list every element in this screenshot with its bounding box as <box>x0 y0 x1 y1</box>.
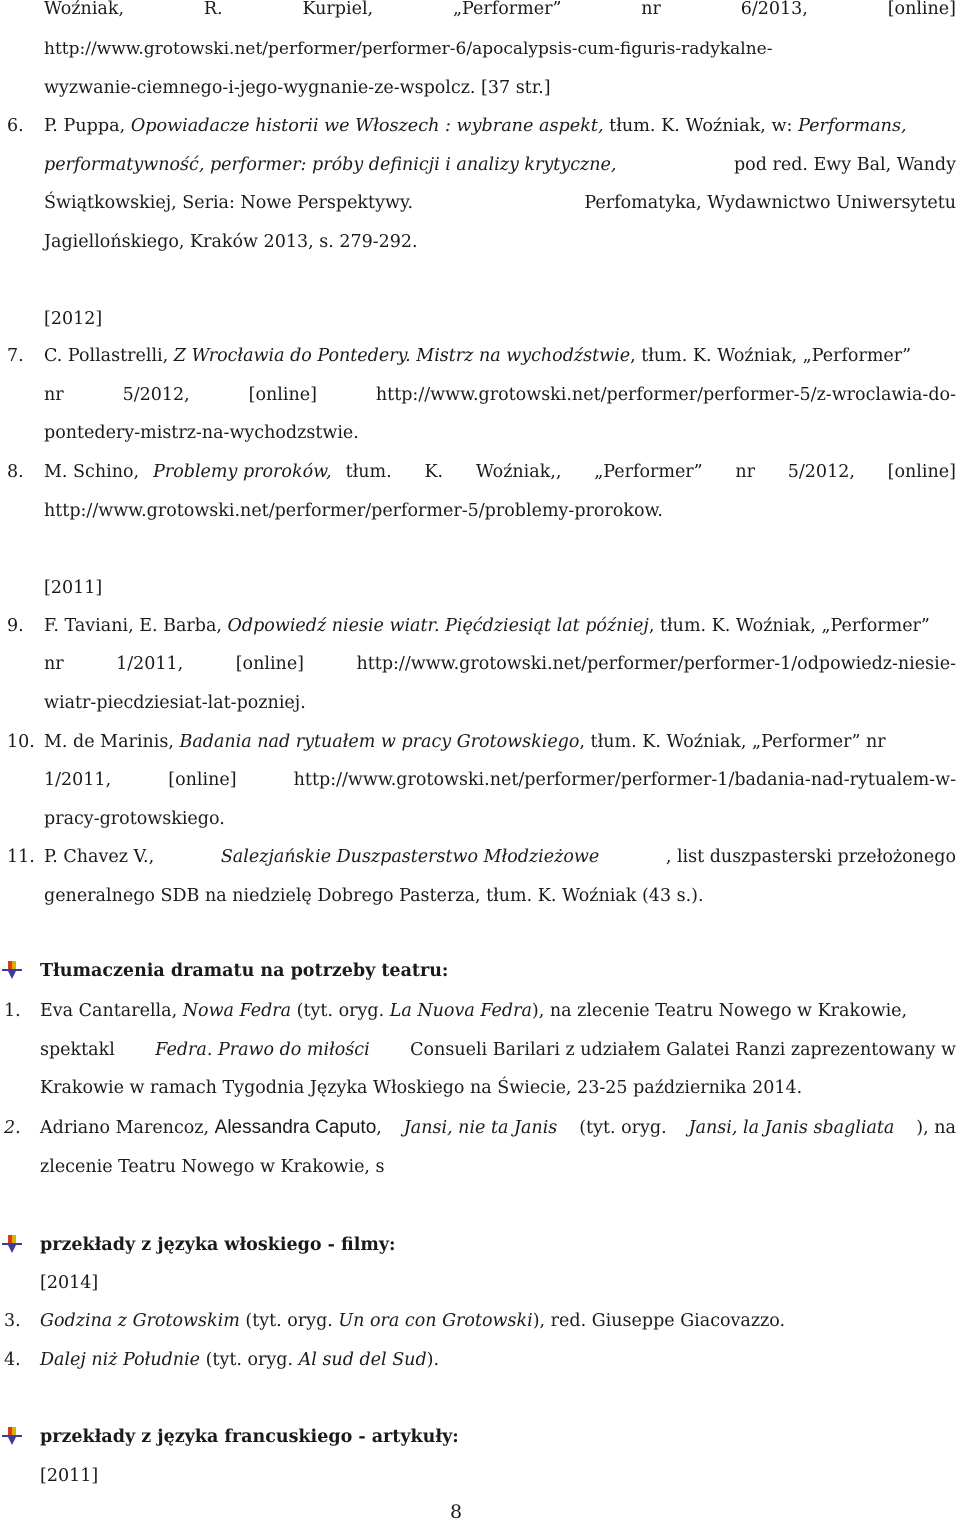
item-number: 3. <box>4 1311 21 1331</box>
ref-line: performatywność, performer: próby definicji i analizy krytyczne, pod red. Ewy Bal, Wandy <box>44 155 956 175</box>
ref-line: generalnego SDB na niedzielę Dobrego Pasterza, tłum. K. Woźniak (43 s.). <box>44 886 704 906</box>
item-number: 11. <box>7 847 35 867</box>
item-number: 2. <box>4 1118 21 1138</box>
year-heading: [2011] <box>44 578 103 598</box>
item-number: 9. <box>7 616 24 636</box>
item-number: 4. <box>4 1350 21 1370</box>
ref-line: spektakl Fedra. Prawo do miłości Consueli Barilari z udziałem Galatei Ranzi zaprezentowany w <box>40 1040 956 1060</box>
ref-item-11: P. Chavez V., Salezjańskie Duszpasterstwo Młodzieżowe , list duszpasterski przełożonego <box>44 847 956 867</box>
year-heading: [2011] <box>40 1466 99 1486</box>
ref-line: nr 5/2012, [online] http://www.grotowski.net/performer/performer-5/z-wroclawia-do- <box>44 385 956 405</box>
bullet-arrow-icon <box>2 960 22 980</box>
ref-url-line: http://www.grotowski.net/performer/performer-6/apocalypsis-cum-figuris-radykalne- <box>44 39 773 59</box>
item-number: 6. <box>7 116 24 136</box>
ref-line: Krakowie w ramach Tygodnia Języka Włoskiego na Świecie, 23-25 października 2014. <box>40 1078 803 1098</box>
drama-item-1: Eva Cantarella, Nowa Fedra (tyt. oryg. La Nuova Fedra), na zlecenie Teatru Nowego w Krakowie, <box>40 1001 908 1021</box>
year-heading: [2012] <box>44 309 103 329</box>
ref-url-line: wyzwanie-ciemnego-i-jego-wygnanie-ze-wspolcz. [37 str.] <box>44 78 551 98</box>
bullet-arrow-icon <box>2 1234 22 1254</box>
year-heading: [2014] <box>40 1273 99 1293</box>
page-number: 8 <box>450 1501 463 1523</box>
ref-line: http://www.grotowski.net/performer/performer-5/problemy-prorokow. <box>44 501 663 521</box>
ref-item-8: M. Schino, Problemy proroków, tłum. K. Woźniak,, „Performer” nr 5/2012, [online] <box>44 462 956 482</box>
ref-item-9: F. Taviani, E. Barba, Odpowiedź niesie wiatr. Pięćdziesiąt lat później, tłum. K. Woźniak, „Performer” <box>44 616 930 636</box>
item-number: 1. <box>4 1001 21 1021</box>
ref-line: zlecenie Teatru Nowego w Krakowie, s <box>40 1157 385 1177</box>
item-number: 10. <box>7 732 35 752</box>
bullet-arrow-icon <box>2 1426 22 1446</box>
ref-line: pontedery-mistrz-na-wychodzstwie. <box>44 423 359 443</box>
section-heading-drama: Tłumaczenia dramatu na potrzeby teatru: <box>40 961 449 981</box>
ref-line: wiatr-piecdziesiat-lat-pozniej. <box>44 693 306 713</box>
item-number: 8. <box>7 462 24 482</box>
item-number: 7. <box>7 346 24 366</box>
ref-line: Jagiellońskiego, Kraków 2013, s. 279-292. <box>44 232 418 252</box>
film-item-3: Godzina z Grotowskim (tyt. oryg. Un ora con Grotowski), red. Giuseppe Giacovazzo. <box>40 1311 786 1331</box>
ref-line-woźniak-kurpiel: Woźniak, R. Kurpiel, „Performer” nr 6/2013, [online] <box>44 0 956 19</box>
section-heading-films: przekłady z języka włoskiego - filmy: <box>40 1235 396 1255</box>
ref-line: pracy-grotowskiego. <box>44 809 225 829</box>
section-heading-french: przekłady z języka francuskiego - artykuły: <box>40 1427 459 1447</box>
ref-line: Świątkowskiej, Seria: Nowe Perspektywy. Perfomatyka, Wydawnictwo Uniwersytetu <box>44 193 956 213</box>
ref-line: nr 1/2011, [online] http://www.grotowski.net/performer/performer-1/odpowiedz-niesie- <box>44 654 956 674</box>
ref-item-6: P. Puppa, Opowiadacze historii we Włoszech : wybrane aspekt, tłum. K. Woźniak, w: Performans, <box>44 116 907 136</box>
ref-item-10: M. de Marinis, Badania nad rytuałem w pracy Grotowskiego, tłum. K. Woźniak, „Performer” nr <box>44 732 886 752</box>
ref-line: 1/2011, [online] http://www.grotowski.net/performer/performer-1/badania-nad-rytualem-w- <box>44 770 956 790</box>
drama-item-2: Adriano Marencoz, Alessandra Caputo, Jansi, nie ta Janis (tyt. oryg. Jansi, la Janis sbagliata ), na <box>40 1117 956 1138</box>
ref-item-7: C. Pollastrelli, Z Wrocławia do Pontedery. Mistrz na wychodźstwie, tłum. K. Woźniak, „Performer” <box>44 346 912 366</box>
film-item-4: Dalej niż Południe (tyt. oryg. Al sud del Sud). <box>40 1350 440 1370</box>
